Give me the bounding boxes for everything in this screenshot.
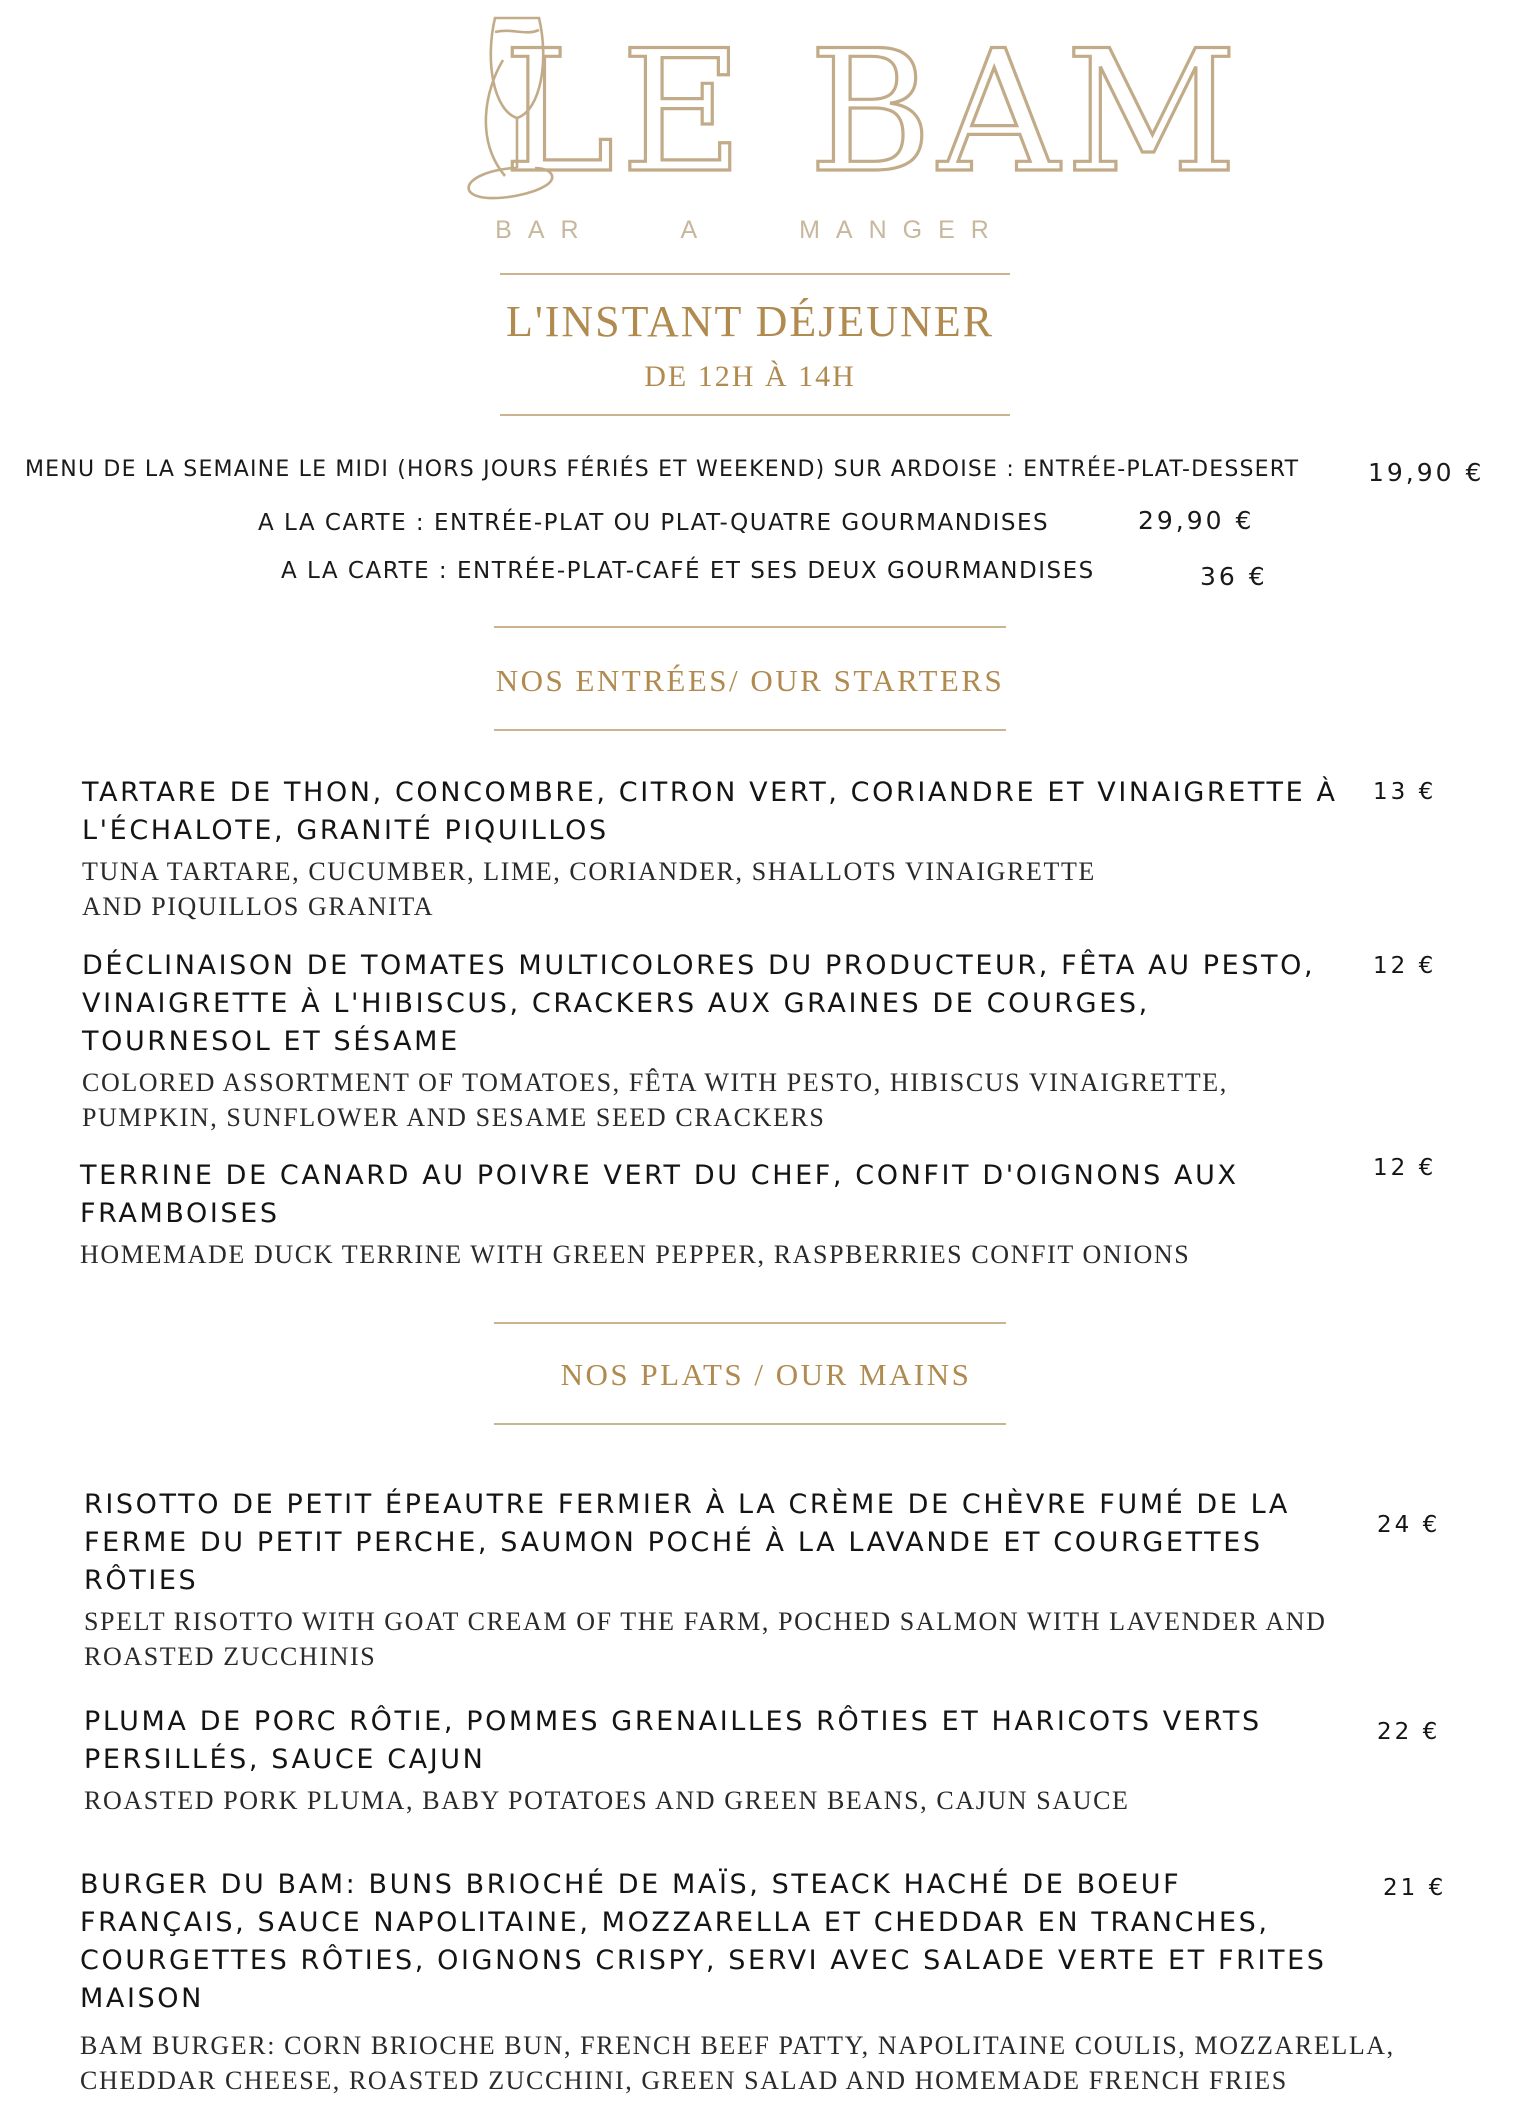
formula-price: 19,90 € bbox=[1368, 458, 1485, 487]
menu-item bbox=[82, 774, 1342, 924]
divider bbox=[494, 729, 1006, 731]
dish-name-fr: BURGER DU BAM: BUNS BRIOCHÉ DE MAÏS, STEACK HACHÉ DE BOEUF FRANÇAIS, SAUCE NAPOLITAINE, MOZZARELLA ET CHEDDAR EN TRANCHES, COURGETTES RÔTIES, OIGNONS CRISPY, SERVI AVEC SALADE VERTE ET FRITES MAISON bbox=[80, 1869, 1327, 2014]
menu-item bbox=[84, 1486, 1334, 1674]
formula-label: A LA CARTE : ENTRÉE-PLAT OU PLAT-QUATRE GOURMANDISES bbox=[258, 510, 1050, 536]
dish-price: 13 € bbox=[1373, 779, 1437, 805]
dish-name-fr: TARTARE DE THON, CONCOMBRE, CITRON VERT, CORIANDRE ET VINAIGRETTE À L'ÉCHALOTE, GRANITÉ PIQUILLOS bbox=[82, 777, 1338, 846]
dish-price: 24 € bbox=[1377, 1512, 1441, 1538]
menu-item bbox=[84, 1703, 1334, 1818]
dish-name-fr: RISOTTO DE PETIT ÉPEAUTRE FERMIER À LA CRÈME DE CHÈVRE FUMÉ DE LA FERME DU PETIT PERCHE, SAUMON POCHÉ À LA LAVANDE ET COURGETTES RÔTIES bbox=[84, 1489, 1290, 1596]
dish-name-en: ROASTED PORK PLUMA, BABY POTATOES AND GREEN BEANS, CAJUN SAUCE bbox=[84, 1786, 1130, 1815]
tagline-word: MANGER bbox=[799, 216, 1005, 244]
formula-price: 36 € bbox=[1200, 562, 1268, 591]
tagline-word: A bbox=[680, 216, 714, 244]
divider bbox=[494, 1423, 1006, 1425]
formula-label: MENU DE LA SEMAINE LE MIDI (HORS JOURS FÉRIÉS ET WEEKEND) SUR ARDOISE : ENTRÉE-PLAT-DESSERT bbox=[25, 457, 1300, 482]
formula-label: A LA CARTE : ENTRÉE-PLAT-CAFÉ ET SES DEUX GOURMANDISES bbox=[281, 558, 1095, 584]
dish-name-fr: PLUMA DE PORC RÔTIE, POMMES GRENAILLES RÔTIES ET HARICOTS VERTS PERSILLÉS, SAUCE CAJUN bbox=[84, 1706, 1262, 1775]
le-bam-logo bbox=[455, 0, 1244, 250]
menu-item bbox=[80, 1157, 1320, 1272]
page-title: L'INSTANT DÉJEUNER bbox=[505, 297, 995, 346]
dish-name-fr: TERRINE DE CANARD AU POIVRE VERT DU CHEF, CONFIT D'OIGNONS AUX FRAMBOISES bbox=[80, 1160, 1239, 1229]
menu-item bbox=[80, 1866, 1410, 2098]
dish-name-fr: DÉCLINAISON DE TOMATES MULTICOLORES DU PRODUCTEUR, FÊTA AU PESTO, VINAIGRETTE À L'HIBISCUS, CRACKERS AUX GRAINES DE COURGES, TOURNESOL ET SÉSAME bbox=[82, 950, 1316, 1057]
logo-tagline bbox=[0, 216, 1500, 245]
divider bbox=[500, 273, 1010, 275]
divider bbox=[494, 1322, 1006, 1324]
formula-price: 29,90 € bbox=[1138, 506, 1255, 535]
dish-name-en: SPELT RISOTTO WITH GOAT CREAM OF THE FARM, POCHED SALMON WITH LAVENDER AND ROASTED ZUCCHINIS bbox=[84, 1607, 1327, 1671]
dish-price: 22 € bbox=[1377, 1719, 1441, 1745]
divider bbox=[500, 414, 1010, 416]
mains-heading: NOS PLATS / OUR MAINS bbox=[560, 1357, 972, 1392]
dish-name-en: BAM BURGER: CORN BRIOCHE BUN, FRENCH BEEF PATTY, NAPOLITAINE COULIS, MOZZARELLA, CHEDDAR CHEESE, ROASTED ZUCCHINI, GREEN SALAD AND HOMEMADE FRENCH FRIES bbox=[80, 2031, 1395, 2095]
dish-name-en: HOMEMADE DUCK TERRINE WITH GREEN PEPPER, RASPBERRIES CONFIT ONIONS bbox=[80, 1240, 1191, 1269]
dish-name-en: COLORED ASSORTMENT OF TOMATOES, FÊTA WITH PESTO, HIBISCUS VINAIGRETTE, PUMPKIN, SUNFLOWER AND SESAME SEED CRACKERS bbox=[82, 1068, 1228, 1132]
tagline-word: BAR bbox=[495, 216, 595, 244]
service-hours: DE 12H À 14H bbox=[644, 360, 856, 393]
starters-heading: NOS ENTRÉES/ OUR STARTERS bbox=[495, 663, 1005, 698]
divider bbox=[494, 626, 1006, 628]
dish-name-en: TUNA TARTARE, CUCUMBER, LIME, CORIANDER, SHALLOTS VINAIGRETTE AND PIQUILLOS GRANITA bbox=[82, 857, 1096, 921]
dish-price: 21 € bbox=[1383, 1875, 1447, 1901]
menu-item bbox=[82, 947, 1322, 1135]
dish-price: 12 € bbox=[1373, 953, 1437, 979]
logo-wordmark: LE BAM bbox=[503, 14, 1244, 210]
dish-price: 12 € bbox=[1373, 1155, 1437, 1181]
